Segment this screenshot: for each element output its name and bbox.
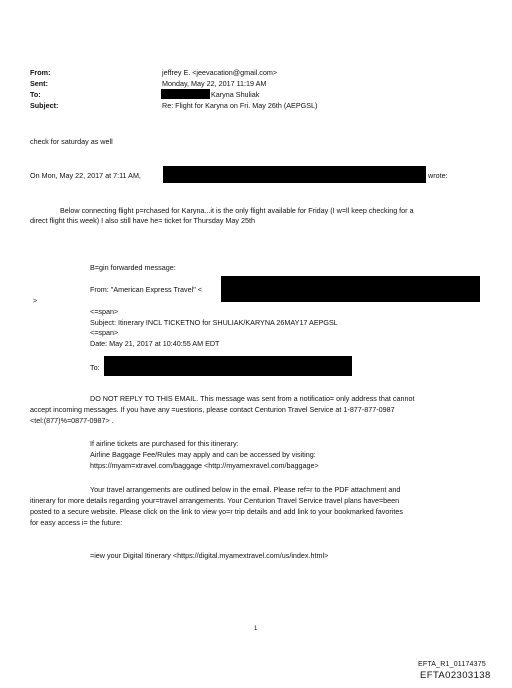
subject-value: Re: Flight for Karyna on Fri. May 26th (AEPGSL) bbox=[162, 101, 318, 110]
date-line: Date: May 21, 2017 at 10:40:55 AM EDT bbox=[90, 339, 220, 348]
travel-line2: itinerary for more details regarding your=travel arrangements. Your Centurion Travel Service travel plans have=been bbox=[30, 496, 400, 505]
begin-forwarded: B=gin forwarded message: bbox=[90, 263, 176, 272]
gt-marker: > bbox=[33, 296, 38, 305]
subject-itinerary: Subject: Itinerary INCL TICKETNO for SHULIAK/KARYNA 26MAY17 AEPGSL bbox=[90, 318, 338, 327]
redaction-amex-email bbox=[221, 276, 480, 302]
redaction-to bbox=[161, 89, 210, 99]
body-line-check-saturday: check for saturday as well bbox=[30, 137, 113, 146]
travel-line1: Your travel arrangements are outlined below in the email. Please ref=r to the PDF attachment and bbox=[90, 485, 401, 494]
view-itinerary: =iew your Digital Itinerary <https://digital.myamextravel.com/us/index.html> bbox=[90, 551, 329, 560]
airline-line3: https://myam=xtravel.com/baggage <http://myamexravel.com/baggage> bbox=[90, 461, 319, 470]
sent-label: Sent: bbox=[30, 79, 48, 88]
from-label: From: bbox=[30, 68, 51, 77]
subject-label: Subject: bbox=[30, 101, 59, 110]
to-line: To: bbox=[90, 363, 100, 372]
bates-number-2: EFTA02303138 bbox=[420, 670, 491, 681]
travel-line3: posted to a secure website. Please click on the link to view yo=r trip details and add link to your bookmarked favorites bbox=[30, 507, 403, 516]
para1-line2: direct flight this week) I also still have he= ticket for Thursday May 25th bbox=[30, 216, 255, 225]
page-number: 1 bbox=[254, 626, 258, 632]
para1-line1: Below connecting flight p=rchased for Karyna...it is the only flight available for Friday (I w=ll keep checking for a bbox=[60, 206, 414, 215]
airline-line2: Airline Baggage Fee/Rules may apply and can be accessed by visiting: bbox=[90, 450, 316, 459]
donot-line1: DO NOT REPLY TO THIS EMAIL. This message was sent from a notificatio= only address that cannot bbox=[90, 394, 415, 403]
bates-number-1: EFTA_R1_01174375 bbox=[418, 661, 486, 668]
travel-line4: for easy access i= the future: bbox=[30, 518, 123, 527]
span-tag-1: <=span> bbox=[90, 307, 119, 316]
on-mon-prefix: On Mon, May 22, 2017 at 7:11 AM, bbox=[30, 171, 141, 180]
from-amex: From: "American Express Travel" < bbox=[90, 285, 202, 294]
airline-line1: If airline tickets are purchased for this itinerary: bbox=[90, 439, 239, 448]
on-mon-suffix: wrote: bbox=[428, 171, 448, 180]
to-value: Karyna Shuliak bbox=[211, 90, 260, 99]
span-tag-2: <=span> bbox=[90, 328, 119, 337]
donot-line2: accept incoming messages. If you have any =uestions, please contact Centurion Travel Service at 1-877-877-0987 bbox=[30, 405, 395, 414]
redaction-recipient bbox=[104, 356, 352, 376]
from-value: jeffrey E. <jeevacation@gmail.com> bbox=[162, 68, 278, 77]
donot-line3: <tel:(877)%=0877-0987> . bbox=[30, 416, 114, 425]
to-label: To: bbox=[30, 90, 41, 99]
redaction-sender bbox=[163, 166, 426, 183]
sent-value: Monday, May 22, 2017 11:19 AM bbox=[162, 79, 267, 88]
